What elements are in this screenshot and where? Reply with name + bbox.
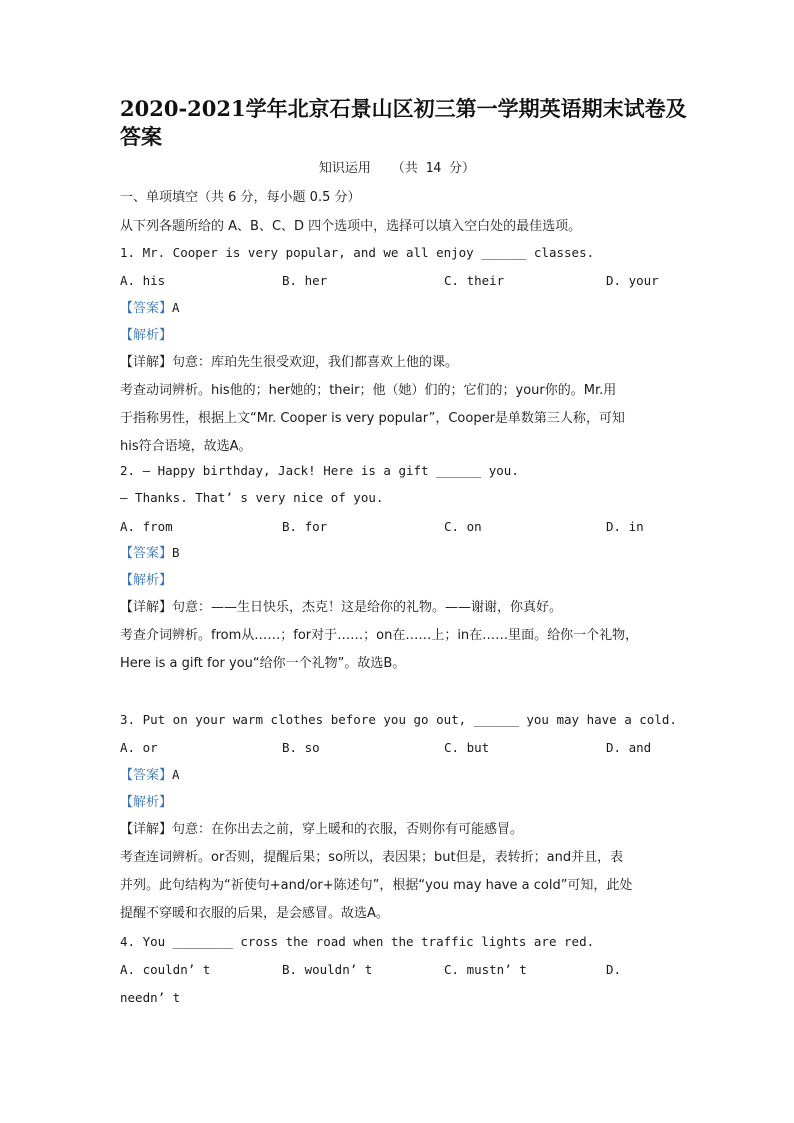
q3-option-d: D. and bbox=[606, 740, 652, 755]
q4-option-c: C. mustn’ t bbox=[444, 962, 527, 977]
q3-answer-row bbox=[120, 764, 180, 783]
q1-answer-row bbox=[120, 297, 180, 316]
q1-option-a: A. his bbox=[120, 273, 166, 288]
q1-explanation-2: 于指称男性，根据上文“Mr. Cooper is very popular”，Cooper是单数第三人称，可知 bbox=[120, 411, 625, 426]
q1-explanation-3: his符合语境，故选A。 bbox=[120, 439, 252, 454]
q3-option-b: B. so bbox=[282, 740, 320, 755]
answer-label: 【答案】 bbox=[120, 301, 173, 316]
q1-option-d: D. your bbox=[606, 273, 659, 288]
detail-label: 【详解】 bbox=[120, 355, 173, 370]
instructions: 从下列各题所给的 A、B、C、D 四个选项中，选择可以填入空白处的最佳选项。 bbox=[120, 219, 582, 234]
q1-detail: 句意：库珀先生很受欢迎，我们都喜欢上他的课。 bbox=[172, 355, 459, 370]
analysis-label: 【解析】 bbox=[120, 328, 173, 343]
q3-detail: 句意：在你出去之前，穿上暖和的衣服，否则你有可能感冒。 bbox=[172, 822, 524, 837]
q1-answer: A bbox=[172, 300, 180, 315]
answer-label: 【答案】 bbox=[120, 768, 173, 783]
question-4-stem: 4. You ________ cross the road when the traffic lights are red. bbox=[120, 934, 595, 949]
question-2-stem-reply: — Thanks. That’ s very nice of you. bbox=[120, 490, 384, 505]
q3-analysis-row bbox=[120, 791, 172, 810]
q2-analysis-row bbox=[120, 569, 172, 588]
analysis-label: 【解析】 bbox=[120, 573, 173, 588]
q1-explanation-1: 考查动词辨析。his他的；her她的；their；他（她）们的；它们的；your你的。Mr.用 bbox=[120, 383, 617, 398]
question-3-stem: 3. Put on your warm clothes before you go out, ______ you may have a cold. bbox=[120, 712, 677, 727]
q2-explanation-2: Here is a gift for you“给你一个礼物”。故选B。 bbox=[120, 656, 406, 671]
q2-option-a: A. from bbox=[120, 519, 173, 534]
title-line-2: 答案 bbox=[120, 124, 162, 149]
q2-option-c: C. on bbox=[444, 519, 482, 534]
q3-explanation-1: 考查连词辨析。or否则，提醒后果；so所以，表因果；but但是，表转折；and并且，表 bbox=[120, 850, 624, 865]
q2-answer-row bbox=[120, 542, 180, 561]
q2-detail-row bbox=[120, 596, 562, 615]
q4-option-a: A. couldn’ t bbox=[120, 962, 211, 977]
part-heading: 一、单项填空（共 6 分，每小题 0.5 分） bbox=[120, 190, 361, 205]
q2-answer: B bbox=[172, 545, 180, 560]
answer-label: 【答案】 bbox=[120, 546, 173, 561]
q1-analysis-row bbox=[120, 324, 172, 343]
q4-option-b: B. wouldn’ t bbox=[282, 962, 373, 977]
q1-option-b: B. her bbox=[282, 273, 328, 288]
q3-explanation-3: 提醒不穿暖和衣服的后果，是会感冒。故选A。 bbox=[120, 906, 389, 921]
q3-option-a: A. or bbox=[120, 740, 158, 755]
question-1-stem: 1. Mr. Cooper is very popular, and we all enjoy ______ classes. bbox=[120, 245, 595, 260]
question-2-stem: 2. — Happy birthday, Jack! Here is a gift ______ you. bbox=[120, 463, 519, 478]
analysis-label: 【解析】 bbox=[120, 795, 173, 810]
q3-option-c: C. but bbox=[444, 740, 490, 755]
detail-label: 【详解】 bbox=[120, 600, 173, 615]
q2-explanation-1: 考查介词辨析。from从……；for对于……；on在……上；in在……里面。给你一个礼物， bbox=[120, 628, 639, 643]
q2-option-d: D. in bbox=[606, 519, 644, 534]
q3-explanation-2: 并列。此句结构为“祈使句+and/or+陈述句”，根据“you may have a cold”可知，此处 bbox=[120, 878, 633, 893]
q4-option-d: D. bbox=[606, 962, 622, 977]
q3-answer: A bbox=[172, 767, 180, 782]
q1-detail-row bbox=[120, 351, 458, 370]
q3-detail-row bbox=[120, 818, 523, 837]
title-line-1: 2020-2021学年北京石景山区初三第一学期英语期末试卷及 bbox=[120, 96, 687, 121]
q2-option-b: B. for bbox=[282, 519, 328, 534]
document-title bbox=[120, 95, 690, 151]
q1-option-c: C. their bbox=[444, 273, 505, 288]
detail-label: 【详解】 bbox=[120, 822, 173, 837]
q2-detail: 句意：——生日快乐，杰克！这是给你的礼物。——谢谢，你真好。 bbox=[172, 600, 563, 615]
q4-option-d-text: needn’ t bbox=[120, 990, 181, 1005]
section-heading: 知识运用 （共 14 分） bbox=[318, 161, 476, 176]
